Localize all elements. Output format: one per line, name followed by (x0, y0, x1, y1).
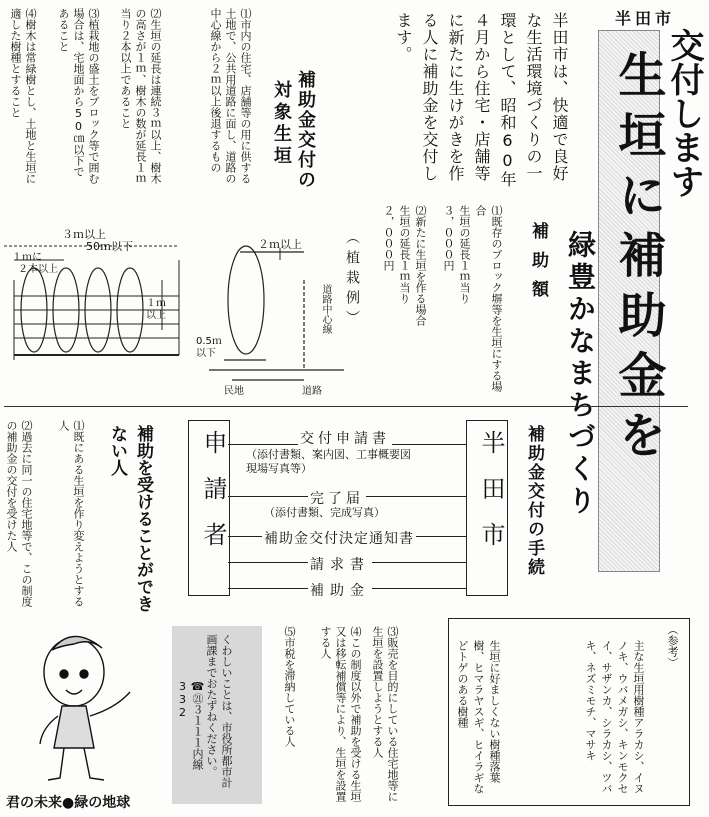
diagram-50m: 50ｍ以下 (86, 240, 133, 253)
ineligible-item-5: ⑸市税を滞納している人 (283, 626, 296, 747)
diagram-center: 道路中心線 (320, 284, 331, 334)
target-item-4: ⑷樹木は常緑樹とし、土地と生垣に適した樹種とすること (9, 8, 37, 184)
reference-bad-label: 生垣に好ましくない樹種 (488, 640, 501, 761)
contact-tel: ☎㉑３１１１内線332 (176, 680, 204, 770)
mascot-slogan: 君の未来●緑の地球 (6, 795, 131, 811)
intro-text: 半田市は、快適で良好な生活環境づくりの一環として、昭和60年４月から住宅・店舗等に新たに生けがきを作る人に補助金を交付します。 (394, 12, 569, 188)
subsidy-heading: 補助額 (528, 222, 548, 309)
target-item-3: ⑶植栽地の盛土をブロック等で囲む場合は、宅地面から50㎝以下であること (57, 8, 100, 184)
ineligible-item-2: ⑵過去に同一の住宅地等で、この制度の補助金の交付を受けた人 (5, 420, 33, 607)
ineligible-heading: 補助を受けることができない人 (107, 425, 153, 612)
target-item-2: ⑵生垣の延長は連続３ｍ以上、樹木の高さが１ｍ、樹木の数が延長１ｍ当り２本以上であること (119, 8, 162, 184)
procedure-heading: 補助金交付の手続 (524, 425, 544, 577)
target-heading: 補助金交付の (295, 70, 316, 190)
step-1-label: 交付申請書 (298, 428, 392, 448)
diagram-1m: １ｍに (12, 252, 42, 263)
diagram-2hon: ２本以上 (18, 264, 58, 275)
ineligible-item-3: ⑶販売を目的にしている住宅地等に生垣を設置しようとする人 (371, 626, 399, 802)
diagram-doro: 道路 (302, 386, 322, 397)
subsidy-item-2: ⑵新たに生垣を作る場合 生垣の延長１ｍ当り ２，０００円 (382, 205, 427, 326)
diagram-h1m: １ｍ 以上 (146, 298, 166, 321)
reference-good-label: 主な生垣用樹種 (632, 640, 645, 717)
ineligible-item-4: ⑷この制度以外で補助を受ける生垣又は移転補償等により、生垣を設置する人 (319, 626, 362, 802)
step-4-label: 請求書 (308, 554, 372, 574)
applicant-label: 申請者 (199, 430, 227, 568)
mascot-illustration (12, 628, 162, 788)
title-sub: 緑豊かなまちづくり (564, 230, 597, 518)
title-main: 生垣に補助金を (610, 50, 666, 470)
diagram-2m: ２ｍ以上 (258, 238, 302, 251)
step-2-label: 完了届 (308, 488, 366, 508)
diagram-minchi: 民地 (224, 386, 244, 397)
title-kofu: 交付します (664, 28, 704, 198)
diagram-3m: ３ｍ以上 (62, 228, 106, 241)
diagram-05m: 0.5ｍ 以下 (196, 336, 222, 359)
step-1-note: （添付書類、案内図、工事概要図 現場写真等） (246, 448, 411, 475)
reference-good (582, 640, 662, 796)
subsidy-item-1: ⑴既存のブロック塀等を生垣にする場合 生垣の延長１ｍ当り ３，０００円 (442, 205, 503, 392)
planting-example-label: （植栽例） (344, 230, 360, 330)
reference-heading: （参考） (666, 624, 679, 668)
city-box-label: 半田市 (477, 430, 505, 568)
step-3-label: 補助金交付決定通知書 (262, 528, 416, 548)
section-divider (4, 406, 688, 407)
step-5-label: 補助金 (308, 580, 372, 600)
ineligible-item-1: ⑴既にある生垣を作り変えようとする人 (57, 420, 85, 607)
reference-bad-list: 落葉樹、ヒマラヤスギ、ヒイラギなどトゲのある樹種 (456, 640, 501, 794)
city-header: 半田市 (614, 9, 675, 28)
contact-text: くわしいことは、市役所都市計画課までおたずねください。 (205, 634, 233, 788)
target-item-1: ⑴市内の住宅、店舗等の用に供する土地で、公共用道路に面し、道路の中心線から２ｍ以上後退するもの (209, 8, 252, 184)
step-2-note: （添付書類、完成写真） (264, 506, 385, 519)
target-heading2: 対象生垣 (271, 80, 292, 168)
reference-good-list: アラカシ、イヌノキ、ウバメガシ、キンモクセイ、サザンカ、シラカシ、ツバキ、ネズミモチ、マサキ (584, 640, 645, 794)
reference-bad (454, 640, 518, 796)
